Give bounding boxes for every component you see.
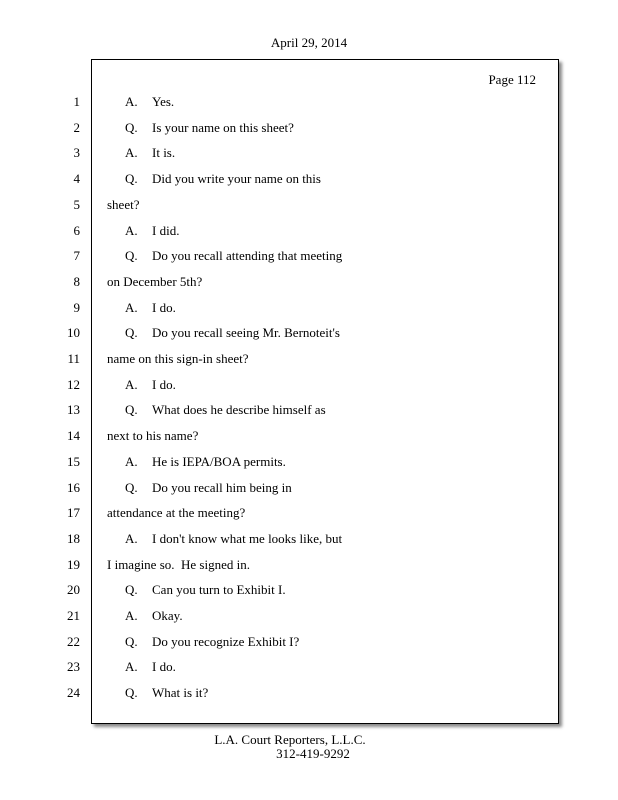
line-text: What does he describe himself as (152, 402, 326, 417)
line-number: 4 (73, 171, 80, 186)
line-text: Do you recall him being in (152, 480, 292, 495)
speaker-label: A. (125, 531, 138, 546)
line-number: 23 (67, 659, 80, 674)
line-text: I do. (152, 659, 176, 674)
speaker-label: A. (125, 608, 138, 623)
speaker-label: Q. (125, 248, 138, 263)
line-number: 2 (73, 120, 80, 135)
line-number: 21 (67, 608, 80, 623)
line-number: 7 (73, 248, 80, 263)
line-text: name on this sign-in sheet? (107, 351, 249, 366)
header-date: April 29, 2014 (270, 35, 348, 50)
line-number: 10 (67, 325, 80, 340)
line-number: 14 (67, 428, 80, 443)
speaker-label: A. (125, 659, 138, 674)
page-number: Page 112 (488, 72, 536, 87)
speaker-label: Q. (125, 634, 138, 649)
line-number: 1 (73, 94, 80, 109)
line-text: I do. (152, 300, 176, 315)
line-text: I imagine so. He signed in. (107, 557, 250, 572)
line-number: 11 (67, 351, 80, 366)
line-number: 8 (73, 274, 80, 289)
line-text: Did you write your name on this (152, 171, 321, 186)
line-text: Okay. (152, 608, 183, 623)
line-text: sheet? (107, 197, 140, 212)
line-number: 22 (67, 634, 80, 649)
speaker-label: Q. (125, 325, 138, 340)
line-number: 20 (67, 582, 80, 597)
line-text: Yes. (152, 94, 175, 109)
line-text: I don't know what me looks like, but (152, 531, 343, 546)
line-text: It is. (152, 145, 176, 160)
line-number: 13 (67, 402, 80, 417)
line-text: next to his name? (107, 428, 199, 443)
line-text: Do you recall seeing Mr. Bernoteit's (152, 325, 340, 340)
line-number: 6 (73, 223, 80, 238)
line-number: 16 (67, 480, 80, 495)
speaker-label: A. (125, 223, 138, 238)
line-text: I do. (152, 377, 176, 392)
speaker-label: A. (125, 300, 138, 315)
line-number: 24 (67, 685, 80, 700)
speaker-label: Q. (125, 480, 138, 495)
line-number: 17 (67, 505, 80, 520)
line-number: 18 (67, 531, 80, 546)
line-number: 15 (67, 454, 80, 469)
speaker-label: A. (125, 454, 138, 469)
speaker-label: Q. (125, 582, 138, 597)
speaker-label: Q. (125, 120, 138, 135)
speaker-label: A. (125, 94, 138, 109)
line-text: Do you recall attending that meeting (152, 248, 343, 263)
line-text: What is it? (152, 685, 209, 700)
speaker-label: Q. (125, 402, 138, 417)
line-text: Do you recognize Exhibit I? (152, 634, 300, 649)
speaker-label: A. (125, 377, 138, 392)
line-text: I did. (152, 223, 180, 238)
line-number: 3 (73, 145, 80, 160)
speaker-label: Q. (125, 171, 138, 186)
speaker-label: Q. (125, 685, 138, 700)
line-text: Is your name on this sheet? (152, 120, 294, 135)
line-text: Can you turn to Exhibit I. (152, 582, 286, 597)
speaker-label: A. (125, 145, 138, 160)
line-number: 12 (67, 377, 80, 392)
line-text: on December 5th? (107, 274, 203, 289)
line-text: attendance at the meeting? (107, 505, 246, 520)
line-number: 9 (73, 300, 80, 315)
line-text: He is IEPA/BOA permits. (152, 454, 286, 469)
footer-firm: L.A. Court Reporters, L.L.C. (214, 732, 366, 747)
footer-phone: 312-419-9292 (276, 746, 350, 761)
line-number: 19 (67, 557, 80, 572)
line-number: 5 (73, 197, 80, 212)
